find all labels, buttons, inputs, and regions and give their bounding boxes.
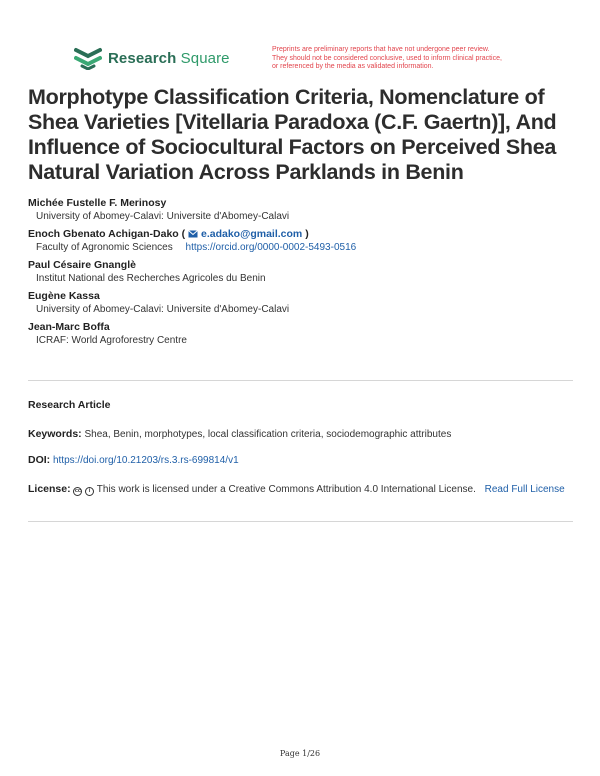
research-square-logo-icon (74, 46, 102, 70)
author-email-link[interactable] (188, 228, 305, 240)
author-affiliation: Faculty of Agronomic Sciences (36, 242, 173, 253)
envelope-icon (188, 230, 198, 238)
author-email: e.adako@gmail.com (200, 228, 303, 240)
preprint-notice (272, 46, 547, 72)
doi-label: DOI: (28, 454, 51, 466)
page-header (74, 46, 544, 74)
paper-title: Morphotype Classification Criteria, Nomenclature of Shea Varieties [Vitellaria Paradoxa (C.F. Gaertn)], And Influence of Sociocultural Factors on Perceived Shea Natural Variation Across Parklands in Benin (28, 85, 557, 184)
author-name: Paul Césaire Gnanglè (28, 259, 136, 271)
author-name: Eugène Kassa (28, 290, 100, 302)
keywords-row (28, 426, 573, 443)
author-name: Enoch Gbenato Achigan-Dako (28, 228, 179, 240)
author-name: Michée Fustelle F. Merinosy (28, 197, 167, 209)
cc-icon: cc (74, 488, 81, 494)
brand-secondary: Square (180, 49, 230, 67)
read-full-license-link[interactable]: Read Full License (484, 484, 565, 495)
author-affiliation: University of Abomey-Calavi: Universite d'Abomey-Calavi (36, 304, 290, 315)
author-name-row (28, 227, 576, 241)
notice-line: They should not be considered conclusive, used to inform clinical practice, (272, 54, 502, 62)
license-row (28, 481, 573, 498)
author-affiliation: Institut National des Recherches Agricoles du Benin (36, 273, 266, 284)
research-square-logo[interactable] (74, 46, 230, 70)
orcid-link[interactable]: https://orcid.org/0000-0002-5493-0516 (185, 242, 357, 253)
email-close-paren: ) (305, 228, 309, 240)
divider (28, 521, 573, 522)
attribution-icon: i (85, 487, 94, 496)
keywords-value: Shea, Benin, morphotypes, local classification criteria, sociodemographic attributes (84, 429, 452, 440)
author-affiliation-row (28, 241, 576, 255)
author-affiliation: University of Abomey-Calavi: Universite d'Abomey-Calavi (36, 211, 290, 222)
divider (28, 380, 573, 381)
author-name: Jean-Marc Boffa (28, 321, 110, 333)
brand-primary: Research (108, 49, 177, 67)
doi-row (28, 452, 573, 469)
license-text: This work is licensed under a Creative Commons Attribution 4.0 International License. (96, 484, 476, 495)
article-type: Research Article (28, 399, 111, 411)
notice-line: or referenced by the media as validated information. (272, 63, 434, 70)
author-entry (28, 289, 576, 317)
author-affiliation: ICRAF: World Agroforestry Centre (36, 335, 187, 346)
author-list (28, 196, 576, 351)
doi-link[interactable]: https://doi.org/10.21203/rs.3.rs-699814/v1 (52, 455, 239, 466)
author-entry (28, 227, 576, 255)
brand-name (108, 50, 230, 67)
page-number: Page 1/26 (279, 749, 321, 758)
email-open-paren: ( (181, 228, 186, 240)
author-entry (28, 196, 576, 224)
author-entry (28, 320, 576, 348)
license-label: License: (28, 483, 71, 495)
author-entry (28, 258, 576, 286)
keywords-label: Keywords: (28, 428, 82, 440)
notice-line: Preprints are preliminary reports that have not undergone peer review. (272, 46, 490, 53)
